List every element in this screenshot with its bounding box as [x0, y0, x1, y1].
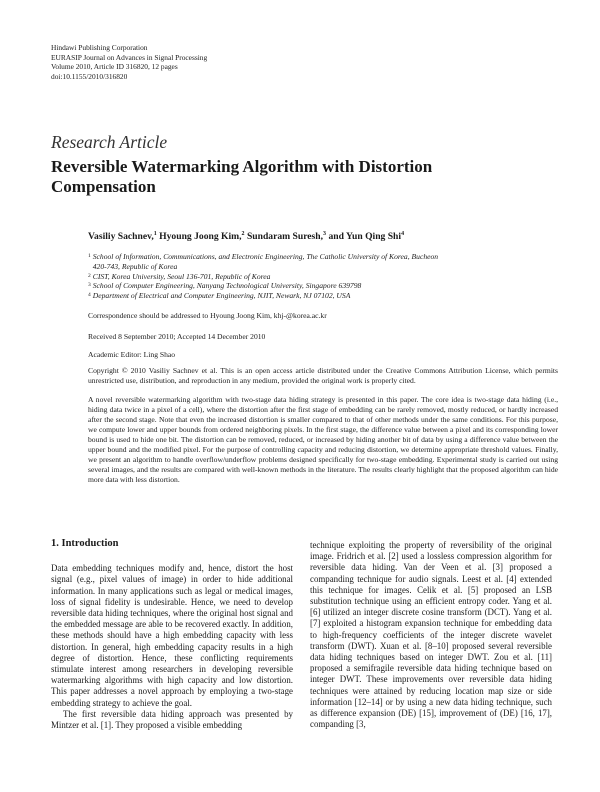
copyright-notice: Copyright © 2010 Vasiliy Sachnev et al. This is an open access article distributed under the Creative Commons Attribution License, which permits unrestricted use, distribution, and reproduction in any medium, provided the original work is properly cited.	[88, 366, 558, 385]
right-column	[310, 540, 552, 730]
journal-publisher: Hindawi Publishing Corporation	[51, 43, 148, 52]
author-name: Hyoung Joong Kim,	[159, 231, 242, 243]
affiliation-text: Department of Electrical and Computer Engineering, NJIT, Newark, NJ 07102, USA	[92, 291, 351, 301]
journal-name: EURASIP Journal on Advances in Signal Processing	[51, 52, 208, 62]
author-list	[88, 230, 558, 242]
affiliation-text: CIST, Korea University, Seoul 136-701, Republic of Korea	[92, 271, 271, 281]
affiliation	[88, 291, 558, 301]
paper-title: Reversible Watermarking Algorithm with Distortion Compensation	[51, 157, 433, 196]
body-paragraph: The first reversible data hiding approach was presented by Mintzer et al. [1]. They proposed a visible embedding	[51, 708, 293, 731]
correspondence-note: Correspondence should be addressed to Hyoung Joong Kim, khj-@korea.ac.kr	[88, 311, 327, 320]
academic-editor: Academic Editor: Ling Shao	[88, 350, 176, 359]
author-affiliation-mark: 2	[241, 231, 245, 237]
author-affiliation-mark: 4	[401, 231, 405, 237]
affiliation-mark: 1	[88, 253, 91, 259]
received-dates: Received 8 September 2010; Accepted 14 December 2010	[88, 332, 266, 341]
left-column	[51, 538, 293, 731]
affiliation-list	[88, 252, 558, 301]
section-heading: 1. Introduction	[51, 538, 119, 549]
article-type: Research Article	[51, 132, 168, 152]
journal-doi: doi:10.1155/2010/316820	[51, 71, 128, 81]
affiliation-mark: 4	[88, 292, 91, 299]
author-name: Sundaram Suresh,	[246, 231, 324, 243]
affiliation-mark: 2	[88, 272, 91, 279]
author-name: Vasiliy Sachnev,	[88, 231, 154, 243]
affiliation	[88, 272, 558, 282]
author-affiliation-mark: 1	[153, 231, 157, 237]
journal-info	[51, 43, 207, 81]
affiliation	[88, 281, 558, 291]
affiliation-text: School of Computer Engineering, Nanyang Technological University, Singapore 639798	[92, 281, 362, 291]
body-paragraph: technique exploiting the property of reversibility of the original image. Fridrich et al. [2] used a lossless compression algorithm for reversible data hiding. Van der Veen et al. [3] proposed a companding technique for audio signals. Leest et al. [4] extended this technique for images. Celik et al. [5] proposed an LSB substitution technique using an efficient entropy coder. Yang et al. [6] utilized an integer discrete cosine transform (DCT). Yang et al. [7] exploited a histogram expansion technique for embedding data to high-frequency coefficients of the integer discrete wavelet transform (DWT). Xuan et al. [8–10] proposed several reversible data hiding techniques based on integer DWT. Zou et al. [11] proposed a semifragile reversible data hiding technique based on integer DWT. These improvements over reversible data hiding techniques were attained by reducing location map size or side information [12–14] or by using a new data hiding technique, such as difference expansion (DE) [15], improvement of (DE) [16, 17], companding [3,	[310, 540, 552, 730]
abstract: A novel reversible watermarking algorithm with two-stage data hiding strategy is presented in this paper. The core idea is two-stage data hiding (i.e., hiding data twice in a pixel of a cell), where the distortion after the first stage of embedding can be rarely removed, mostly reduced, or hardly increased after the second stage. Note that even the increased distortion is smaller compared to that of other methods under the same conditions. For this purpose, we compute lower and upper bounds from ordered neighboring pixels. In the first stage, the difference value between a pixel and its corresponding lower bound is used to hide one bit. The distortion can be removed, reduced, or increased by hiding another bit of data by using a difference value between the upper bound and the modified pixel. For the purpose of controlling capacity and reducing distortion, we determine appropriate threshold values. Finally, we present an algorithm to handle overflow/underflow problems designed specifically for two-stage embedding. Experimental study is carried out using several images, and the results are compared with well-known methods in the literature. The results clearly highlight that the proposed algorithm can hide more data with less distortion.	[88, 395, 558, 484]
affiliation	[88, 252, 558, 272]
affiliation-text: School of Information, Communications, and Electronic Engineering, The Catholic University of Korea, Bucheon 420-743, Republic of Korea	[92, 252, 439, 271]
author-name: and Yun Qing Shi	[328, 231, 402, 243]
author-affiliation-mark: 3	[323, 231, 327, 237]
journal-volume: Volume 2010, Article ID 316820, 12 pages	[51, 62, 178, 72]
affiliation-mark: 3	[88, 282, 91, 289]
body-paragraph: Data embedding techniques modify and, hence, distort the host signal (e.g., pixel values of image) in order to hide additional information. In many applications such as legal or medical images, loss of signal fidelity is undesirable. Hence, we need to develop reversible data hiding techniques, where the original host signal and the embedded message are able to be recovered exactly. In addition, these methods should have a high embedding capacity with less distortion. In general, high embedding capacity results in a high degree of distortion. Hence, these conflicting requirements stimulate interest among researchers in developing reversible watermarking algorithms with high capacity and low distortion. This paper addresses a novel approach by employing a two-stage embedding strategy to achieve the goal.	[51, 563, 293, 708]
